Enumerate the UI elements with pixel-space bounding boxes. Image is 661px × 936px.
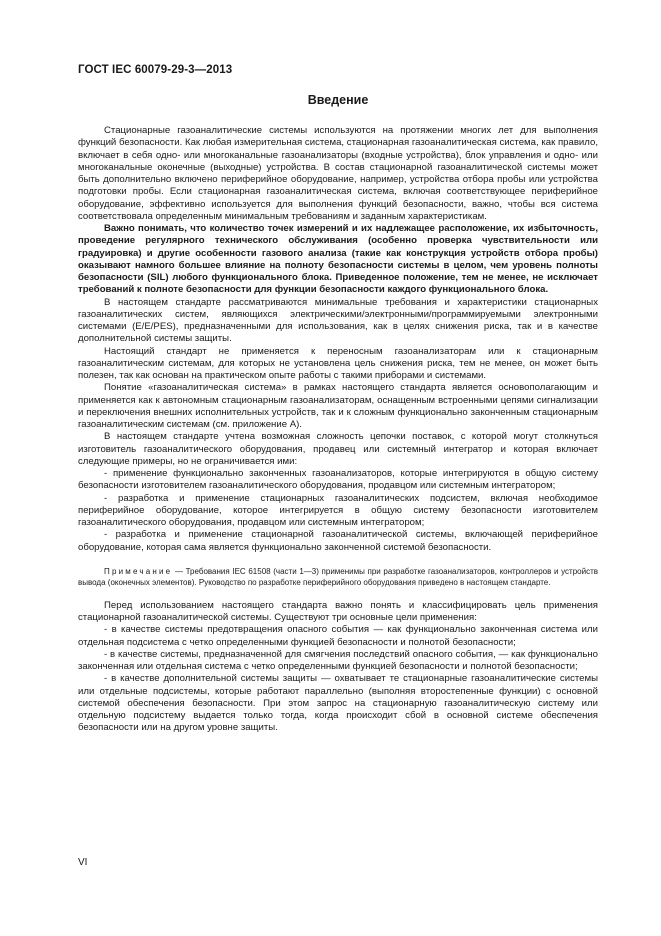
note-label: Примечание — [104, 566, 173, 576]
note — [78, 566, 598, 588]
paragraph-bold: Важно понимать, что количество точек измерений и их надлежащее расположение, их избыточность, проведение регулярного технического обслуживания (особенно проверка чувствительности или градуировка) и другие особенности газового анализа (такие как конструкция устройств отбора пробы) оказывают намного большее влияние на полноту безопасности системы в целом, чем уровень полноты безопасности (SIL) любого функционального блока. Приведенное положение, тем не менее, не исключает требований к полноте безопасности для функции безопасности каждого функционального блока. — [78, 223, 598, 296]
page-number: VI — [78, 857, 88, 868]
note-text: — Требования IEC 61508 (части 1—3) применимы при разработке газоанализаторов, контроллеров и устройств вывода (оконечных элементов). Руководство по разработке периферийного оборудования приведено в настоящем стандарте. — [78, 566, 598, 587]
document-body — [78, 125, 598, 735]
section-title: Введение — [307, 93, 369, 107]
paragraph: Перед использованием настоящего стандарта важно понять и классифицировать цель применения стационарной газоаналитической системы. Существуют три основные цели применения: — [78, 599, 598, 623]
list-item: - применение функционально законченных газоанализаторов, которые интегрируются в общую систему безопасности изготовителем газоаналитического оборудования, продавцом или системным интегратором; — [78, 468, 598, 492]
list-item: - в качестве дополнительной системы защиты — охватывает те стационарные газоаналитические системы или отдельные подсистемы, которые работают параллельно (выполняя второстепенные функции) с основной системой обеспечения безопасности. При этом запрос на стационарную газоаналитическую систему или отдельную подсистему выдается только тогда, когда происходит сбой в основной системе обеспечения безопасности или на другом уровне защиты. — [78, 673, 598, 734]
paragraph: Настоящий стандарт не применяется к переносным газоанализаторам или к стационарным газоаналитическим системам, для которых не установлена цель снижения риска, тем не менее, он может быть полезен, так как основан на практическом опыте работы с такими приборами и системами. — [78, 345, 598, 381]
paragraph: Стационарные газоаналитические системы используются на протяжении многих лет для выполнения функций безопасности. Как любая измерительная система, стационарная газоаналитическая система, как правило, включает в себя одно- или многоканальные газоанализаторы (входные устройства), блок управления и одно- или многоканальные оконечные (выходные) устройства. В состав стационарной газоаналитической системы может быть дополнительно включено периферийное оборудование, например, устройства отбора пробы или устройства подготовки пробы. Если стационарная газоаналитическая система, включая соответствующее периферийное оборудование, эффективно используется для выполнения функций безопасности, важно, чтобы вся система соответствовала определенным минимальным требованиям и заданным характеристикам. — [78, 125, 598, 222]
list-item: - в качестве системы предотвращения опасного события — как функционально законченная система или отдельная подсистема с четко определенными функцией безопасности и полнотой безопасности; — [78, 624, 598, 648]
list-item: - разработка и применение стационарных газоаналитических подсистем, включая необходимое периферийное оборудование, которое интегрируется в общую систему безопасности изготовителем газоаналитического оборудования, продавцом или системным интегратором; — [78, 492, 598, 528]
list-item: - в качестве системы, предназначенной для смягчения последствий опасного события, — как функционально законченная или отдельная система с четко определенными функцией безопасности и полнотой безопасности; — [78, 648, 598, 672]
paragraph: Понятие «газоаналитическая система» в рамках настоящего стандарта является основополагающим и применяется как к автономным стационарным газоанализаторам, оснащенным встроенными цепями сигнализации и переключения внешних исполнительных устройств, так и к сложным функционально законченным стационарным газоаналитическим системам (см. приложение А). — [78, 382, 598, 430]
paragraph: В настоящем стандарте рассматриваются минимальные требования и характеристики стационарных газоаналитических систем, являющихся электрическими/электронными/программируемыми электронными системами (E/E/PES), предназначенными для использования, как в целях снижения риска, так и в качестве дополнительной системы защиты. — [78, 296, 598, 345]
list-item: - разработка и применение стационарной газоаналитической системы, включающей периферийное оборудование, которая сама является функционально законченной системой безопасности. — [78, 529, 598, 553]
paragraph: В настоящем стандарте учтена возможная сложность цепочки поставок, с которой могут столкнуться изготовитель газоаналитического оборудования, продавец или системный интегратор и которая включает следующие примеры, но не ограничивается ими: — [78, 431, 598, 467]
standard-header: ГОСТ IEC 60079-29-3—2013 — [78, 64, 233, 76]
